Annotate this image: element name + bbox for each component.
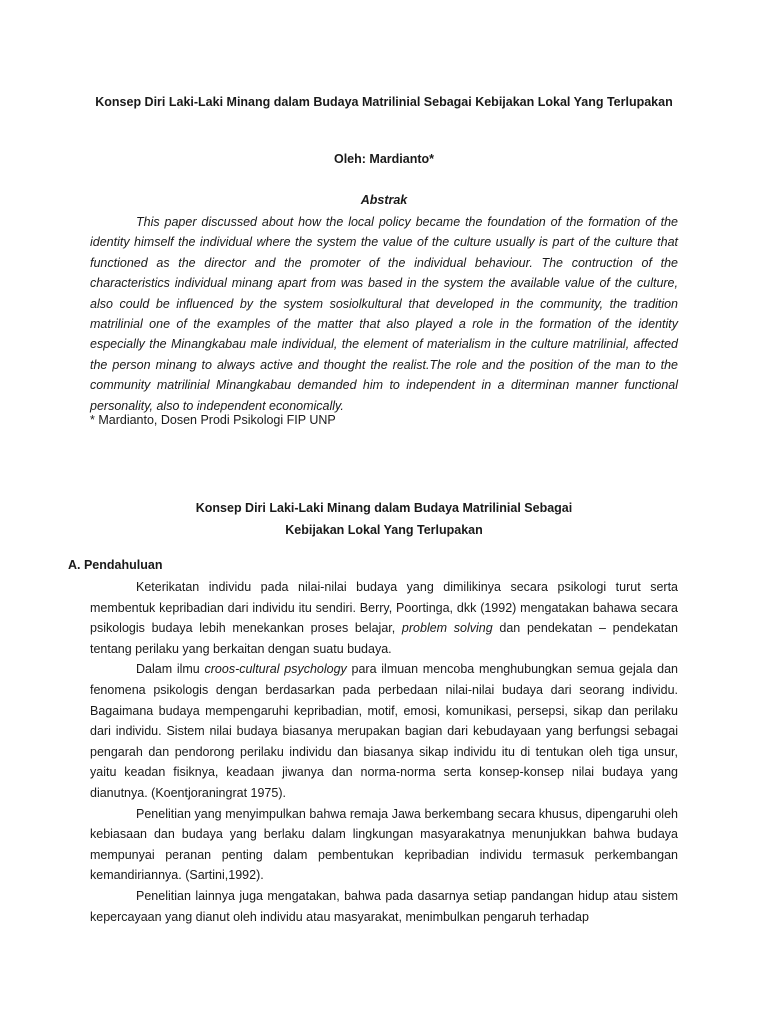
paragraph-4: Penelitian lainnya juga mengatakan, bahwa pada dasarnya setiap pandangan hidup atau sistem kepercayaan yang dianut oleh individu atau masyarakat, menimbulkan pengaruh terhadap: [90, 888, 678, 924]
paragraph-1-text-a: Keterikatan individu pada nilai-nilai budaya yang dimilikinya secara psikologi turut serta membentuk kepribadian dari individu itu sendiri. Berry, Poortinga, dkk (1992) mengatakan bahawa secara psikologis budaya lebih menekankan proses belajar,: [90, 580, 678, 636]
paragraph-1-text-b: dan pendekatan – pendekatan tentang perilaku yang berkaitan dengan suatu budaya.: [90, 621, 678, 656]
paper-title: Konsep Diri Laki-Laki Minang dalam Budaya Matrilinial Sebagai Kebijakan Lokal Yang Terlupakan: [95, 95, 673, 109]
paragraph-3: Penelitian yang menyimpulkan bahwa remaja Jawa berkembang secara khusus, dipengaruhi oleh kebiasaan dan budaya yang berlaku dalam lingkungan masyarakatnya menunjukkan bahwa budaya mempunyai peranan penting dalam pembentukan kepribadian individu termasuk perkembangan kemandiriannya. (Sartini,1992).: [90, 806, 678, 883]
paragraph-1-emphasis: problem solving: [401, 621, 493, 636]
section-title-line-1: Konsep Diri Laki-Laki Minang dalam Budaya Matrilinial Sebagai: [195, 501, 573, 515]
paragraph-2-text-b: para ilmuan mencoba menghubungkan semua gejala dan fenomena psikologis dengan berdasarkan pada perbedaan nilai-nilai budaya dari seorang individu. Bagaimana budaya mempengaruhi kepribadian, motif, emosi, komunikasi, persepsi, sikap dan perilaku dari individu. Sistem nilai budaya biasanya merupakan bagian dari kebudayaan yang berfungsi sebagai pengarah dan pendorong perilaku individu dan biasanya sikap individu itu di tentukan oleh tiga unsur, yaitu keadan fisiknya, keadaan jiwanya dan norma-norma serta konsep-konsep nilai budaya yang dianutnya. (Koentjoraningrat 1975).: [90, 662, 678, 800]
paragraph-2-emphasis: croos-cultural psychology: [204, 662, 347, 677]
author-line: Oleh: Mardianto*: [333, 152, 434, 166]
section-title-line-2: Kebijakan Lokal Yang Terlupakan: [285, 523, 483, 537]
section-a-heading: A. Pendahuluan: [68, 558, 163, 572]
paragraph-2: [90, 659, 678, 803]
abstract-text: This paper discussed about how the local policy became the foundation of the formation of the identity himself the individual where the system the value of the culture usually is part of the culture that functioned as the director and the promoter of the individual behaviour. The contruction of the characteristics individual minang apart from was based in the system the available value of the culture, also could be influenced by the system sosiolkultural that developed in the community, the tradition matrilinial one of the examples of the matter that also played a role in the formation of the identity especially the Minangkabau male individual, the element of materialism in the culture matrilinial, affected the person minang to always active and thought the realist.The role and the position of the man to the community matrilinial Minangkabau demanded him to independent in a diterminan manner functional personality, also to independent economically.: [90, 215, 678, 413]
paragraph-1: [90, 577, 678, 659]
section-a-body: [90, 577, 678, 927]
paragraph-2-text-a: Dalam ilmu: [136, 662, 205, 677]
author-footnote: * Mardianto, Dosen Prodi Psikologi FIP UNP: [90, 413, 336, 427]
section-title: [90, 497, 678, 541]
abstract-heading: Abstrak: [360, 193, 408, 207]
